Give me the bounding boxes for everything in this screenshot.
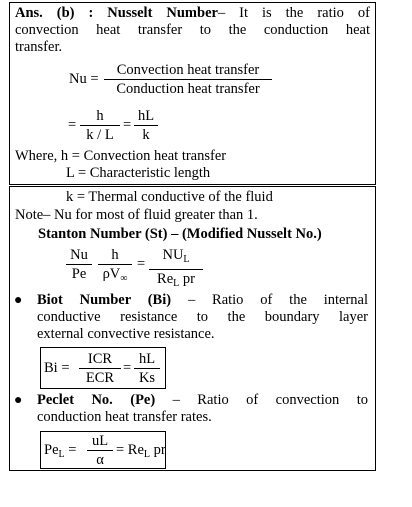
pe-denominator: Pe — [71, 266, 87, 282]
nul-numerator: $NU_L$ — [149, 247, 203, 270]
biot-formula-box — [40, 347, 166, 389]
answer-line-1 — [15, 5, 370, 22]
nu-over-pe-fraction — [66, 247, 92, 282]
answer-box — [9, 2, 376, 185]
stanton-heading: Stanton Number (St) – (Modified Nusselt No.) — [38, 226, 322, 242]
answer-line-3: transfer. — [15, 39, 63, 55]
h-over-rho-v-fraction — [98, 247, 132, 287]
icr-numerator: ICR — [79, 351, 121, 369]
ul-numerator: uL — [87, 433, 113, 451]
hl-numerator-2: hL — [134, 351, 160, 369]
ecr-denominator: ECR — [85, 370, 115, 386]
h-numerator-2: h — [98, 247, 132, 265]
k-denominator: k — [142, 127, 150, 143]
peclet-bullet-icon: ● — [14, 393, 23, 408]
peclet-line-1-rest: – Ratio of convection to — [172, 392, 368, 408]
answer-line-1-rest: – It is the ratio of — [217, 5, 370, 21]
bi-equals: = — [123, 360, 132, 376]
ul-over-alpha-fraction — [87, 433, 113, 468]
h-over-k-l-fraction — [80, 108, 120, 143]
biot-line-2: conductive resistance to the boundary layer — [37, 309, 368, 325]
eq2-equals: = — [68, 117, 77, 133]
nusselt-fraction — [104, 62, 272, 97]
peclet-line-1 — [37, 392, 368, 409]
stanton-equals: = — [137, 256, 146, 272]
h-numerator: h — [80, 108, 120, 126]
peclet-line-2: conduction heat transfer rates. — [37, 409, 212, 425]
k-over-l-denominator: k / L — [86, 127, 114, 143]
biot-line-3: external convective resistance. — [37, 326, 215, 342]
pe-rhs: = $Re_L$ pr — [116, 442, 166, 460]
nu-numerator: Nu — [66, 247, 92, 265]
icr-over-ecr-fraction — [79, 351, 121, 386]
where-line: Where, h = Convection heat transfer — [15, 148, 227, 164]
nusselt-eq-lhs: Nu = — [69, 71, 99, 87]
peclet-title: Peclet No. (Pe) — [37, 392, 156, 408]
continuation-box — [9, 186, 376, 471]
note-line: Note– Nu for most of fluid greater than 1. — [15, 207, 258, 223]
biot-line-1-rest: – Ratio of the internal — [187, 292, 369, 308]
nusselt-denominator: Conduction heat transfer — [116, 81, 260, 97]
alpha-denominator: α — [96, 452, 104, 468]
biot-line-1 — [37, 292, 368, 309]
hl-numerator: hL — [134, 108, 158, 126]
biot-title: Biot Number (Bi) — [37, 292, 172, 308]
eq2-mid-equals: = — [123, 117, 132, 133]
nusselt-numerator: Convection heat transfer — [104, 62, 272, 80]
thermal-conductivity-line: k = Thermal conductive of the fluid — [66, 189, 273, 205]
ks-denominator: Ks — [138, 370, 156, 386]
biot-bullet-icon: ● — [14, 293, 23, 308]
characteristic-length-line: L = Characteristic length — [66, 165, 211, 181]
rho-v-denominator: $\rho V_\infty$ — [102, 266, 128, 284]
rel-pr-denominator: $Re_L$ pr — [157, 271, 195, 289]
answer-line-2: convection heat transfer to the conduction heat — [15, 22, 370, 38]
nul-over-rel-pr-fraction — [149, 247, 203, 292]
hl-over-k-fraction — [134, 108, 158, 143]
hl-over-ks-fraction — [134, 351, 160, 386]
peclet-formula-box — [40, 431, 166, 469]
pe-lhs: $Pe_L$ = — [44, 442, 77, 460]
bi-lhs: Bi = — [44, 360, 70, 376]
answer-label: Ans. (b) : Nusselt Number — [15, 5, 218, 21]
